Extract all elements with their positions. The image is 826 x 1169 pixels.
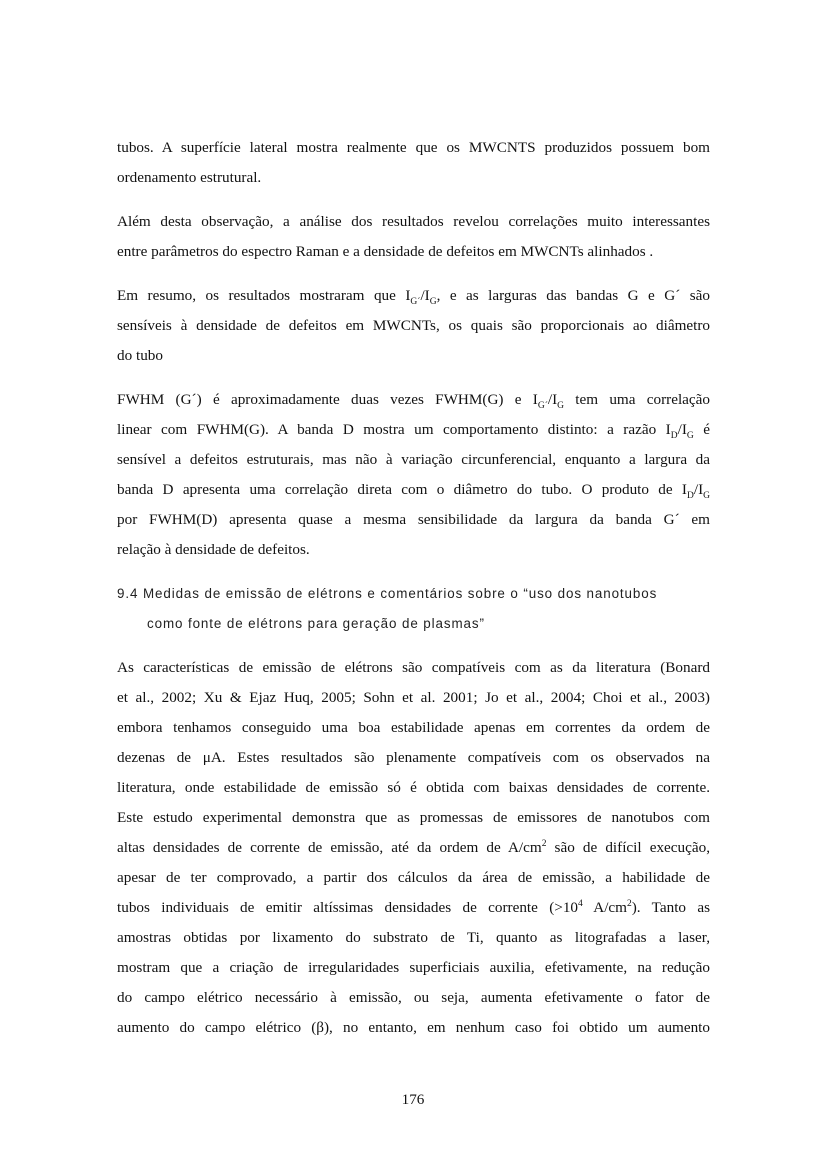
text-line: FWHM (G´) é aproximadamente duas vezes FWHM(G) e $I_{G´}/I_G$ tem uma correlação: [117, 391, 710, 412]
text-line: linear com FWHM(G). A banda D mostra um comportamento distinto: a razão $I_D/I_G$ é: [117, 421, 710, 442]
text-line: amostras obtidas por lixamento do substrato de Ti, quanto as litografadas a laser,: [117, 929, 710, 946]
page-number: 176: [401, 1091, 425, 1108]
text-line: As características de emissão de elétrons são compatíveis com as da literatura (Bonard: [117, 659, 710, 676]
paragraph-4: [117, 385, 710, 565]
subscript: G´: [410, 297, 421, 308]
text-line: embora tenhamos conseguido uma boa estabilidade apenas em correntes da ordem de: [117, 719, 710, 736]
text-line: relação à densidade de defeitos.: [117, 541, 310, 558]
section-heading: [117, 579, 710, 639]
paragraph-3: [117, 281, 710, 371]
text-line: ordenamento estrutural.: [117, 169, 262, 186]
text-line: Além desta observação, a análise dos resultados revelou correlações muito interessantes: [117, 213, 710, 230]
page-body: [117, 133, 710, 1043]
text-line: do campo elétrico necessário à emissão, ou seja, aumenta efetivamente o fator de: [117, 989, 710, 1006]
paragraph-2: [117, 207, 710, 267]
text-line: mostram que a criação de irregularidades superficiais auxilia, efetivamente, na redução: [117, 959, 710, 976]
text-line: et al., 2002; Xu & Ejaz Huq, 2005; Sohn et al. 2001; Jo et al., 2004; Choi et al., 2003): [117, 689, 710, 706]
text-line: banda D apresenta uma correlação direta com o diâmetro do tubo. O produto de $I_D/I_G$: [117, 481, 710, 502]
text-line: dezenas de μA. Estes resultados são plenamente compatíveis com os observados na: [117, 749, 710, 766]
paragraph-5: [117, 653, 710, 1043]
text-line: Este estudo experimental demonstra que as promessas de emissores de nanotubos com: [117, 809, 710, 826]
text-line: Em resumo, os resultados mostraram que $I_{G´}/I_G$, e as larguras das bandas G e G´ são: [117, 287, 710, 308]
section-title-line-1: Medidas de emissão de elétrons e comentários sobre o “uso dos nanotubos: [142, 586, 658, 601]
superscript: 2: [541, 838, 547, 849]
section-number: 9.4: [117, 586, 139, 601]
text-line: entre parâmetros do espectro Raman e a densidade de defeitos em MWCNTs alinhados .: [117, 243, 654, 260]
subscript: G: [429, 297, 437, 308]
text-line: sensíveis à densidade de defeitos em MWCNTs, os quais são proporcionais ao diâmetro: [117, 317, 710, 334]
text-line: sensível a defeitos estruturais, mas não à variação circunferencial, enquanto a largura da: [117, 451, 710, 468]
text-line: do tubo: [117, 347, 163, 364]
text-line: tubos individuais de emitir altíssimas densidades de corrente ($>10^4$ $A/cm^2$). Tanto as: [117, 898, 710, 916]
section-title-line-2: como fonte de elétrons para geração de plasmas”: [147, 616, 485, 631]
text-line: literatura, onde estabilidade de emissão só é obtida com baixas densidades de corrente.: [117, 779, 710, 796]
paragraph-1: [117, 133, 710, 193]
text-line: aumento do campo elétrico (β), no entanto, em nenhum caso foi obtido um aumento: [117, 1019, 710, 1036]
text-line: altas densidades de corrente de emissão, até da ordem de $A/cm^2$ são de difícil execução,: [117, 838, 710, 856]
text-line: tubos. A superfície lateral mostra realmente que os MWCNTS produzidos possuem bom: [117, 139, 710, 156]
text-line: por FWHM(D) apresenta quase a mesma sensibilidade da largura da banda G´ em: [117, 511, 710, 528]
text-line: apesar de ter comprovado, a partir dos cálculos da área de emissão, a habilidade de: [117, 869, 710, 886]
